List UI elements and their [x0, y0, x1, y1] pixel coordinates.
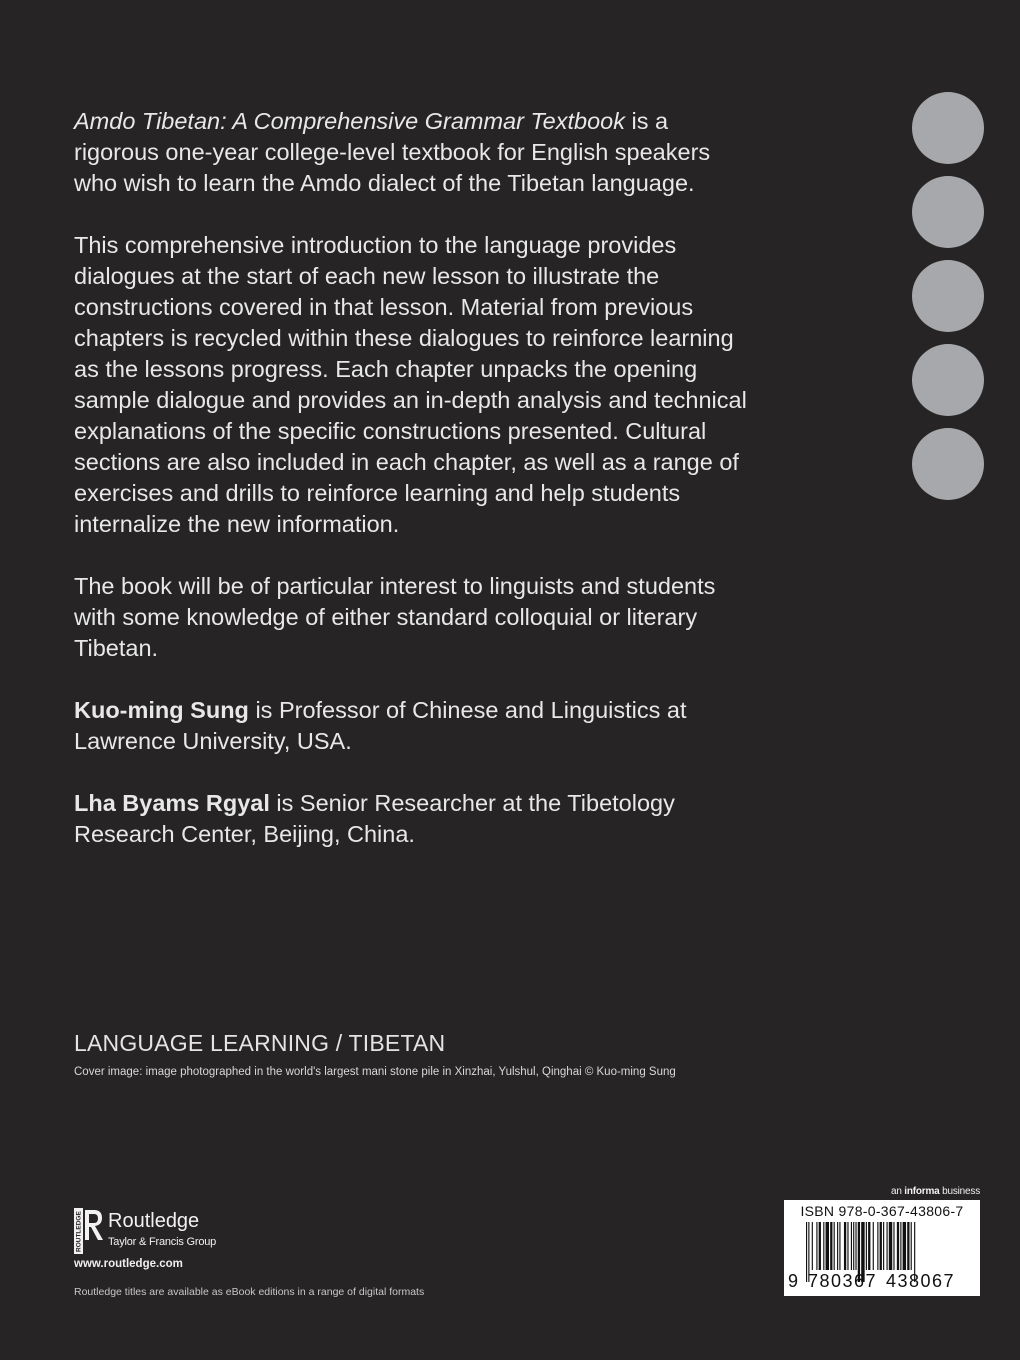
decorative-dot	[912, 92, 984, 164]
barcode-digits-right: 438067	[886, 1271, 956, 1291]
subject-category: LANGUAGE LEARNING / TIBETAN	[74, 1030, 446, 1056]
blurb-paragraph-intro: Amdo Tibetan: A Comprehensive Grammar Textbook is a rigorous one-year college-level textbook for English speakers who wish to learn the Amdo dialect of the Tibetan language.	[74, 108, 711, 196]
author-name: Kuo-ming Sung	[74, 697, 249, 723]
author-name: Lha Byams Rgyal	[74, 790, 270, 816]
decorative-dot	[912, 344, 984, 416]
author-bio-2: Lha Byams Rgyal is Senior Researcher at the Tibetology Research Center, Beijing, China.	[74, 790, 675, 847]
decorative-dot	[912, 176, 984, 248]
decorative-dots	[912, 92, 984, 512]
decorative-dot	[912, 260, 984, 332]
publisher-url[interactable]: www.routledge.com	[74, 1258, 183, 1270]
back-cover-blurb	[74, 106, 754, 881]
routledge-logo-text: ROUTLEDGE	[75, 1211, 83, 1252]
author-bio-1: Kuo-ming Sung is Professor of Chinese and Linguistics at Lawrence University, USA.	[74, 697, 687, 754]
publisher-name: Routledge	[108, 1210, 200, 1232]
blurb-paragraph-description: This comprehensive introduction to the language provides dialogues at the start of each new lesson to illustrate the constructions covered in that lesson. Material from previous chapters is recycled within these dialogues to reinforce learning as the lessons progress. Each chapter unpacks the opening sample dialogue and provides an in-depth analysis and technical explanations of the specific constructions presented. Cultural sections are also included in each chapter, as well as a range of exercises and drills to reinforce learning and help students internalize the new information.	[74, 232, 747, 537]
blurb-paragraph-audience: The book will be of particular interest to linguists and students with some knowledge of either standard colloquial or literary Tibetan.	[74, 573, 716, 661]
cover-image-credit: Cover image: image photographed in the world's largest mani stone pile in Xinzhai, Yulshul, Qinghai © Kuo-ming Sung	[74, 1066, 676, 1078]
routledge-logo	[74, 1206, 274, 1254]
informa-business-label: an informa business	[890, 1186, 980, 1197]
ebook-note: Routledge titles are available as eBook editions in a range of digital formats	[74, 1286, 425, 1298]
barcode-digits-left: 780367	[808, 1271, 878, 1291]
routledge-r-icon	[74, 1208, 104, 1254]
barcode-digit-first: 9	[788, 1271, 799, 1291]
isbn-barcode	[784, 1200, 980, 1296]
isbn-label: ISBN 978-0-367-43806-7	[800, 1203, 964, 1219]
decorative-dot	[912, 428, 984, 500]
publisher-group: Taylor & Francis Group	[108, 1236, 217, 1248]
book-title: Amdo Tibetan: A Comprehensive Grammar Textbook	[74, 108, 625, 134]
